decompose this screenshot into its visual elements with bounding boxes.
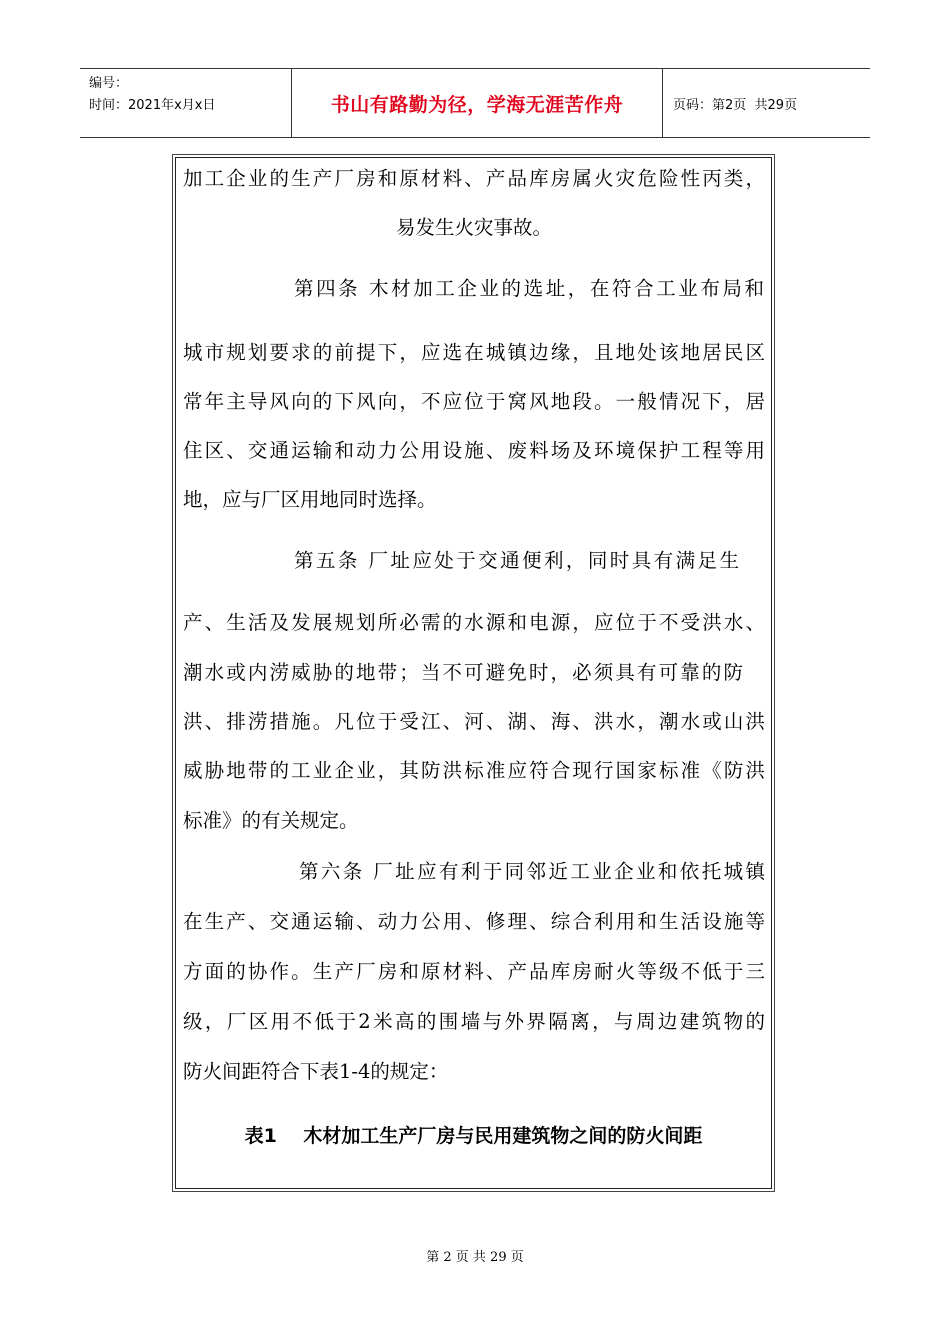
article-4-heading: 第四条 木材加工企业的选址，在符合工业布局和 [294,277,764,300]
motto-text: 书山有路勤为径，学海无涯苦作舟 [330,93,624,116]
text-line: 地，应与厂区用地同时选择。 [183,488,437,511]
text-line: 城市规划要求的前提下，应选在城镇边缘，且地处该地居民区 [183,341,765,364]
text-line: 级，厂区用不低于2米高的围墙与外界隔离，与周边建筑物的 [183,1010,765,1033]
text-line: 易发生火灾事故。 [395,216,552,239]
text-line: 标准》的有关规定。 [183,809,359,832]
text-line: 住区、交通运输和动力公用设施、废料场及环境保护工程等用 [183,439,765,462]
text-line: 洪、排涝措施。凡位于受江、河、湖、海、洪水，潮水或山洪 [183,710,765,733]
text-line: 防火间距符合下表1-4的规定： [183,1060,449,1083]
page-footer: 第 2 页 共 29 页 [426,1250,524,1265]
text-line: 威胁地带的工业企业，其防洪标准应符合现行国家标准《防洪 [183,759,765,782]
table-caption: 表1 木材加工生产厂房与民用建筑物之间的防火间距 [244,1125,703,1147]
content-frame [175,157,772,1189]
text-line: 方面的协作。生产厂房和原材料、产品库房耐火等级不低于三 [183,960,765,983]
text-line: 潮水或内涝威胁的地带；当不可避免时，必须具有可靠的防 [183,661,743,684]
article-6-heading: 第六条 厂址应有利于同邻近工业企业和依托城镇 [299,860,765,883]
text-line: 在生产、交通运输、动力公用、修理、综合利用和生活设施等 [183,910,765,933]
text-line: 加工企业的生产厂房和原材料、产品库房属火灾危险性丙类， [183,167,765,190]
number-label: 编号： [89,76,129,91]
page-header [80,68,870,138]
text-line: 产、生活及发展规划所必需的水源和电源，应位于不受洪水、 [183,611,765,634]
page-info-text: 页码：第2页 共29页 [673,97,798,113]
time-label: 时间：2021年x月x日 [89,98,216,113]
article-5-heading: 第五条 厂址应处于交通便利，同时具有满足生 [294,549,739,572]
text-line: 常年主导风向的下风向，不应位于窝风地段。一般情况下，居 [183,390,765,413]
header-motto [292,69,663,137]
header-page-info [663,69,870,137]
header-meta [80,69,292,137]
